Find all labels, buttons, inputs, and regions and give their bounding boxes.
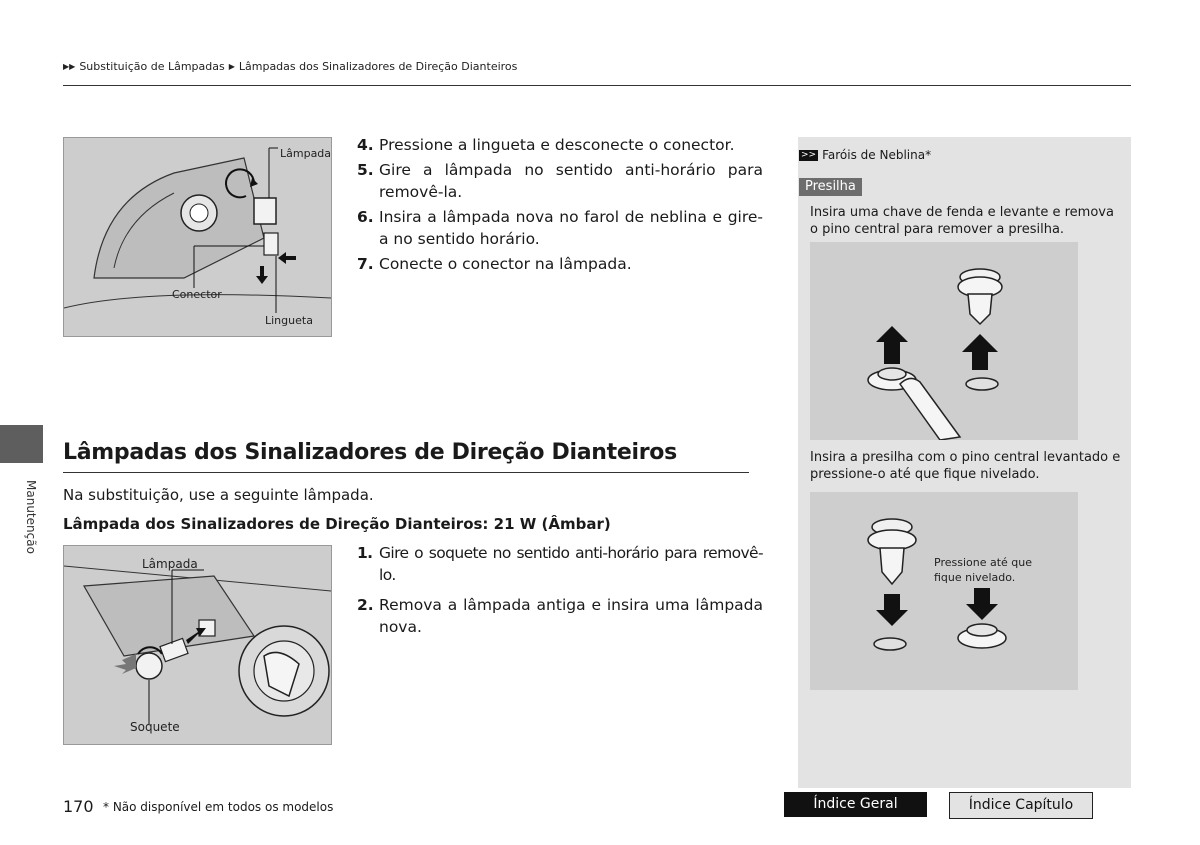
steps-bottom [357,542,763,641]
chapter-index-button[interactable]: Índice Capítulo [949,792,1093,819]
breadcrumb-part1[interactable]: Substituição de Lâmpadas [79,60,225,73]
chevron-icon: >> [801,149,817,160]
step-5: 5. Gire a lâmpada no sentido anti-horário para removê-la. [357,161,763,201]
general-index-button[interactable]: Índice Geral [784,792,927,817]
step-2: 2. Remova a lâmpada antiga e insira uma lâmpada nova. [357,596,763,636]
fog-light-figure [63,137,332,337]
double-arrow-icon: ▶▶ [63,62,76,71]
clip-install-figure [810,492,1078,690]
turn-signal-figure [63,545,332,745]
label-pressione: Pressione até que fique nivelado. [934,556,1033,584]
steps-top [357,134,763,278]
chapter-tab-label: Manutenção [24,480,38,554]
breadcrumb [63,60,517,73]
section-intro: Na substituição, use a seguinte lâmpada. [63,486,374,504]
label-lingueta: Lingueta [265,314,313,327]
chapter-tab[interactable] [0,425,43,463]
sidebar-header [799,148,931,162]
section-divider [63,472,749,473]
step-7: 7. Conecte o conector na lâmpada. [357,255,632,273]
label-lampada-2: Lâmpada [142,557,198,571]
step-4: 4. Pressione a lingueta e desconecte o conector. [357,136,735,154]
arrow-icon: ▶ [228,62,235,71]
label-soquete: Soquete [130,720,180,734]
sidebar-text-2: Insira a presilha com o pino central levantado e pressione-o até que fique nivelado. [810,450,1121,482]
step-6: 6. Insira a lâmpada nova no farol de neblina e gire-a no sentido horário. [357,208,763,248]
label-lampada: Lâmpada [280,147,332,160]
step-1: 1. Gire o soquete no sentido anti-horário para removê-lo. [357,544,763,584]
sidebar-header-text[interactable]: Faróis de Neblina* [822,148,932,162]
presilha-tag: Presilha [799,178,862,196]
sidebar-text-1: Insira uma chave de fenda e levante e remova o pino central para remover a presilha. [810,205,1114,237]
label-conector: Conector [172,288,222,301]
top-divider [63,85,1131,86]
breadcrumb-part2[interactable]: Lâmpadas dos Sinalizadores de Direção Dianteiros [238,60,518,73]
section-title: Lâmpadas dos Sinalizadores de Direção Dianteiros [63,440,677,465]
clip-removal-figure [810,242,1078,440]
bulb-spec: Lâmpada dos Sinalizadores de Direção Dianteiros: 21 W (Âmbar) [63,515,611,533]
page-number: 170 [63,797,94,816]
footnote: * Não disponível em todos os modelos [103,800,334,814]
